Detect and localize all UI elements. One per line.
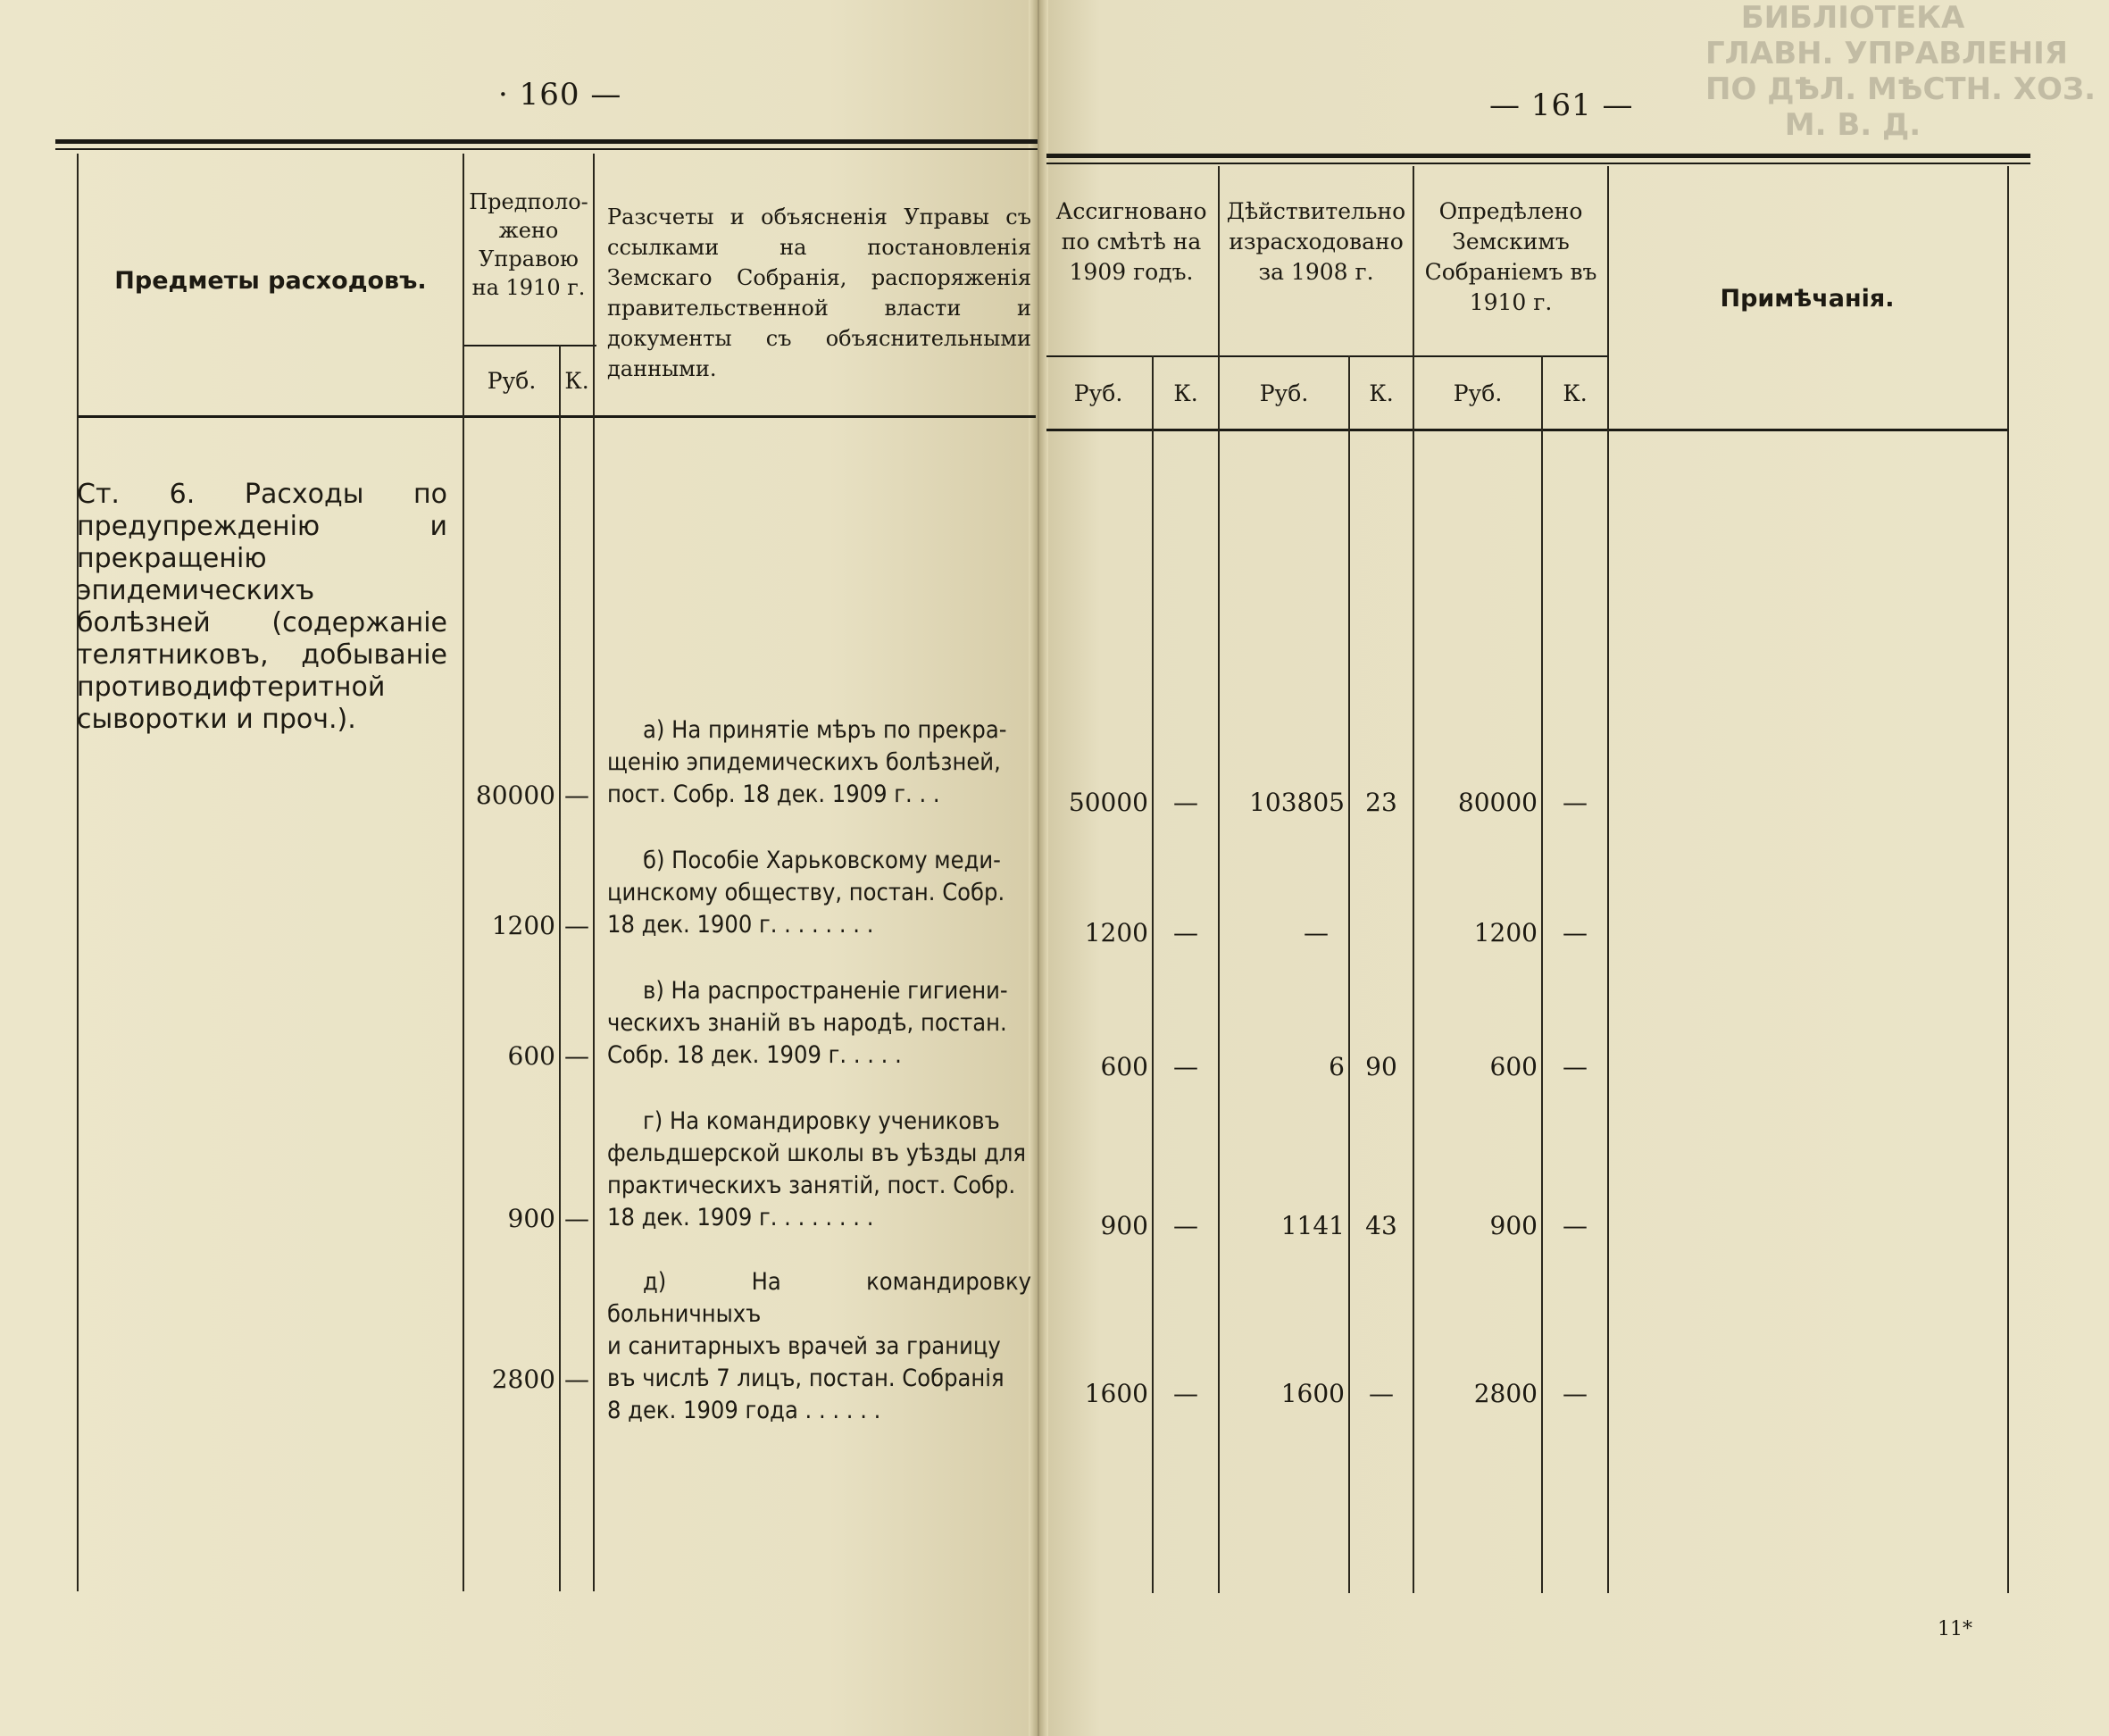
unit-rub: Руб. <box>1259 380 1309 406</box>
item-a: а) На принятіе мѣръ по прекра- щенію эпидемическихъ болѣзней, пост. Собр. 18 дек. 1909 г. . . <box>607 716 1007 808</box>
determined-rub: 80000 <box>1457 788 1538 817</box>
library-stamp: БИБЛІОТЕКА ГЛАВН. УПРАВЛЕНІЯ ПО ДѢЛ. МѢСТН. ХОЗ. М. В. Д. <box>1705 0 2096 143</box>
header-rule-right <box>1046 429 2009 431</box>
spent-rub: 6 <box>1329 1052 1345 1081</box>
col-line <box>559 345 561 1591</box>
spent-kop: — <box>1369 1379 1394 1408</box>
article-title: Ст. 6. Расходы по предупрежденію и прекращенію эпидемическихъ болѣзней (содержаніе телятниковъ, добываніе противодифтеритной сыворотки и проч.). <box>77 479 447 735</box>
header-subjects: Предметы расходовъ. <box>114 267 427 295</box>
proposed-kop: — <box>564 1041 589 1071</box>
determined-kop: — <box>1563 788 1588 817</box>
determined-rub: 600 <box>1489 1052 1538 1081</box>
spent-kop: 23 <box>1365 788 1397 817</box>
assigned-kop: — <box>1173 1379 1198 1408</box>
top-rule-left <box>55 139 1038 144</box>
spent-rub: 1600 <box>1280 1379 1345 1408</box>
left-page-number: · 160 — <box>498 77 622 113</box>
assigned-kop: — <box>1173 1211 1198 1240</box>
assigned-rub: 600 <box>1100 1052 1148 1081</box>
item-d: д) На командировку больничныхъ и санитарныхъ врачей за границу въ числѣ 7 лицъ, постан. Собранія 8 дек. 1909 года . . . . . . <box>607 1268 1031 1424</box>
proposed-rub: 2800 <box>491 1365 555 1394</box>
determined-kop: — <box>1563 1211 1588 1240</box>
unit-kop: К. <box>1563 380 1588 406</box>
unit-rub: Руб. <box>1073 380 1123 406</box>
item-b: б) Пособіе Харьковскому меди- цинскому обществу, постан. Собр. 18 дек. 1900 г. . . . . . . . <box>607 847 1005 939</box>
header-rule-left <box>79 415 1036 418</box>
proposed-rub: 1200 <box>491 911 555 940</box>
proposed-kop: — <box>564 1204 589 1233</box>
assigned-kop: — <box>1173 788 1198 817</box>
book-gutter <box>1029 0 1048 1736</box>
top-rule-right-thin <box>1046 163 2030 164</box>
top-rule-left-thin <box>55 148 1038 150</box>
spent-rub: 1141 <box>1280 1211 1345 1240</box>
proposed-subrule <box>464 345 596 346</box>
determined-kop: — <box>1563 918 1588 947</box>
col-line <box>2007 166 2009 1593</box>
proposed-kop: — <box>564 1365 589 1394</box>
proposed-rub: 600 <box>507 1041 555 1071</box>
determined-rub: 900 <box>1489 1211 1538 1240</box>
proposed-rub: 80000 <box>475 780 555 810</box>
header-assigned: Ассигновано по смѣтѣ на 1909 годъ. <box>1055 198 1207 285</box>
col-line <box>593 154 595 1591</box>
proposed-kop: — <box>564 911 589 940</box>
proposed-rub: 900 <box>507 1204 555 1233</box>
header-notes: Примѣчанія. <box>1720 285 1895 313</box>
unit-rub: Руб. <box>487 368 537 394</box>
determined-kop: — <box>1563 1379 1588 1408</box>
assigned-rub: 900 <box>1100 1211 1148 1240</box>
item-c: в) На распространеніе гигиени- ческихъ знаній въ народѣ, постан. Собр. 18 дек. 1909 г. . . . . <box>607 977 1008 1069</box>
proposed-kop: — <box>564 780 589 810</box>
header-spent: Дѣйствительно израсходовано за 1908 г. <box>1226 198 1406 285</box>
unit-kop: К. <box>1369 380 1394 406</box>
assigned-rub: 50000 <box>1068 788 1148 817</box>
col-line <box>77 154 79 1591</box>
spent-kop: 43 <box>1365 1211 1397 1240</box>
unit-kop: К. <box>1173 380 1198 406</box>
header-proposed: Предполо-жено Управою на 1910 г. <box>469 189 588 300</box>
determined-rub: 2800 <box>1473 1379 1538 1408</box>
unit-rub: Руб. <box>1453 380 1503 406</box>
assigned-rub: 1600 <box>1084 1379 1148 1408</box>
determined-rub: 1200 <box>1473 918 1538 947</box>
top-rule-right <box>1046 154 2030 158</box>
assigned-kop: — <box>1173 918 1198 947</box>
signature-mark: 11* <box>1938 1618 1972 1640</box>
spent-rub: 103805 <box>1249 788 1345 817</box>
spent-kop: 90 <box>1365 1052 1397 1081</box>
right-page-number: — 161 — <box>1489 88 1634 123</box>
spent-rub: — <box>1304 918 1329 947</box>
header-determined: Опредѣлено Земскимъ Собраніемъ въ 1910 г. <box>1424 198 1597 315</box>
money-subrule <box>1046 355 1609 357</box>
assigned-rub: 1200 <box>1084 918 1148 947</box>
assigned-kop: — <box>1173 1052 1198 1081</box>
col-line <box>1607 166 1609 1593</box>
item-g: г) На командировку учениковъ фельдшерской школы въ уѣзды для практическихъ занятій, пост. Собр. 18 дек. 1909 г. . . . . . . . <box>607 1107 1026 1231</box>
header-explanations: Разсчеты и объясненія Управы съ ссылками на постановленія Земскаго Собранія, распоряженія правительственной власти и документы съ объяснительными данными. <box>607 204 1031 381</box>
determined-kop: — <box>1563 1052 1588 1081</box>
unit-kop: К. <box>564 368 589 394</box>
